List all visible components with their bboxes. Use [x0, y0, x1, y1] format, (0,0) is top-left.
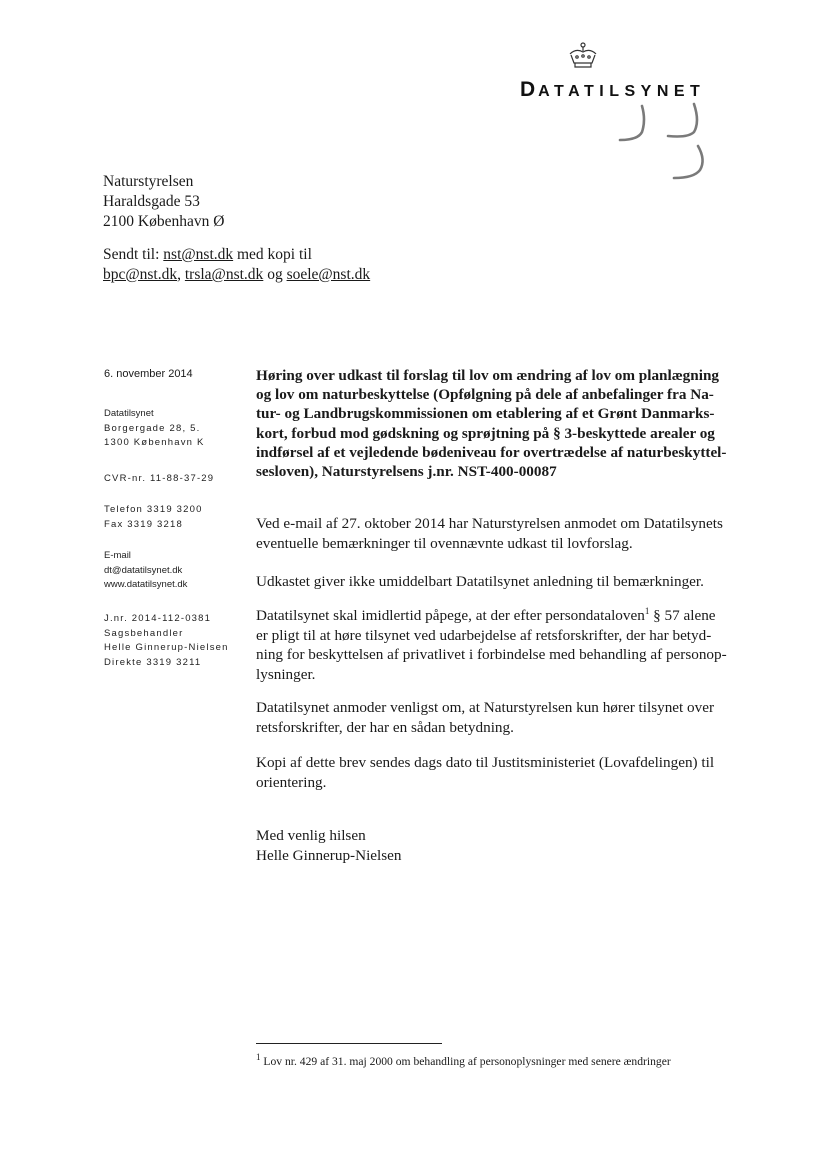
- footnote-divider: [256, 1043, 442, 1044]
- contact-online: [104, 549, 187, 593]
- closing-block: [256, 826, 736, 865]
- recipient-address: [103, 172, 224, 232]
- phone-number: Telefon 3319 3200: [104, 504, 203, 515]
- subject-line: indførsel af et vejledende bødeniveau for overtrædelse af naturbeskyttel-: [256, 443, 727, 461]
- subject-line: kort, forbud mod gødskning og sprøjtning på § 3-beskyttede arealer og: [256, 424, 715, 442]
- paragraph-no-remarks: Udkastet giver ikke umiddelbart Datatilsynet anledning til bemærkninger.: [256, 573, 704, 590]
- recipient-city: 2100 København Ø: [103, 213, 225, 230]
- cvr-number: CVR-nr. 11-88-37-29: [104, 473, 215, 484]
- sender-street: Borgergade 28, 5.: [104, 422, 201, 434]
- closing-greeting: Med venlig hilsen: [256, 827, 366, 844]
- sender-org: Datatilsynet: [104, 408, 154, 419]
- case-info: [104, 612, 229, 670]
- sent-middle: med kopi til: [233, 246, 312, 263]
- paragraph-line: orientering.: [256, 773, 327, 791]
- sender-city: 1300 København K: [104, 437, 205, 448]
- paragraph-line: Ved e-mail af 27. oktober 2014 har Naturstyrelsen anmodet om Datatilsynets: [256, 515, 723, 532]
- separator: og: [263, 266, 287, 283]
- subject-line: og lov om naturbeskyttelse (Opfølgning på dele af anbefalinger fra Na-: [256, 386, 714, 404]
- subject-line: Høring over udkast til forslag til lov om ændring af lov om planlægning: [256, 367, 719, 384]
- handler-name: Helle Ginnerup-Nielsen: [104, 642, 229, 653]
- subject-line: tur- og Landbrugskommissionen om etablering af et Grønt Danmarks-: [256, 405, 715, 423]
- paragraph-line: ning for beskyttelsen af privatlivet i forbindelse med behandling af personop-: [256, 646, 727, 663]
- handler-label: Sagsbehandler: [104, 627, 184, 639]
- paragraph-line: Datatilsynet anmoder venligst om, at Naturstyrelsen kun hører tilsynet over: [256, 699, 715, 716]
- paragraph-line: eventuelle bemærkninger til ovennævnte udkast til lovforslag.: [256, 534, 633, 552]
- sender-address: [104, 407, 205, 451]
- sender-email: dt@datatilsynet.dk: [104, 564, 183, 576]
- sender-website: www.datatilsynet.dk: [104, 579, 188, 590]
- email-label: E-mail: [104, 550, 131, 561]
- letter-date: 6. november 2014: [104, 368, 193, 380]
- email-link-soele[interactable]: soele@nst.dk: [286, 266, 371, 283]
- brand-logo: [520, 78, 705, 102]
- paragraph-copy: [256, 753, 736, 792]
- sent-prefix: Sendt til:: [103, 246, 164, 263]
- paragraph-line: er pligt til at høre tilsynet ved udarbejdelse af retsforskrifter, der har betyd-: [256, 626, 712, 644]
- sent-to-line: [103, 245, 370, 285]
- paragraph-text: § 57 alene: [649, 607, 716, 624]
- paragraph-request-hearing: [256, 698, 736, 737]
- paragraph-line: lysninger.: [256, 665, 316, 683]
- email-link-nst[interactable]: nst@nst.dk: [163, 246, 234, 263]
- email-link-trsla[interactable]: trsla@nst.dk: [184, 266, 264, 283]
- journal-number: J.nr. 2014-112-0381: [104, 613, 212, 624]
- paragraph-request: [256, 514, 736, 553]
- brand-name: ATATILSYNET: [538, 83, 706, 100]
- email-link-bpc[interactable]: bpc@nst.dk: [103, 266, 178, 283]
- paragraph-line: Kopi af dette brev sendes dags dato til Justitsministeriet (Lovafdelingen) til: [256, 754, 715, 771]
- handwritten-initials: [612, 100, 712, 184]
- paragraph-text: Datatilsynet skal imidlertid påpege, at der efter persondataloven: [256, 607, 645, 624]
- crown-icon: [566, 42, 600, 70]
- paragraph-obligation: [256, 606, 736, 684]
- footnote-reference: 1: [644, 605, 650, 616]
- direct-phone: Direkte 3319 3211: [104, 656, 202, 668]
- paragraph-line: retsforskrifter, der har en sådan betydning.: [256, 718, 514, 736]
- subject-line: sesloven), Naturstyrelsens j.nr. NST-400-00087: [256, 463, 557, 481]
- separator: ,: [177, 266, 185, 283]
- recipient-name: Naturstyrelsen: [103, 173, 194, 190]
- fax-number: Fax 3319 3218: [104, 518, 183, 530]
- footnote-mark: 1: [256, 1052, 261, 1063]
- letter-subject: [256, 366, 736, 481]
- footnote: [256, 1052, 671, 1068]
- contact-phone: [104, 503, 203, 532]
- footnote-text: Lov nr. 429 af 31. maj 2000 om behandling af personoplysninger med senere ændringer: [260, 1055, 671, 1068]
- recipient-street: Haraldsgade 53: [103, 193, 200, 210]
- signatory-name: Helle Ginnerup-Nielsen: [256, 846, 402, 864]
- brand-initial: D: [520, 78, 539, 101]
